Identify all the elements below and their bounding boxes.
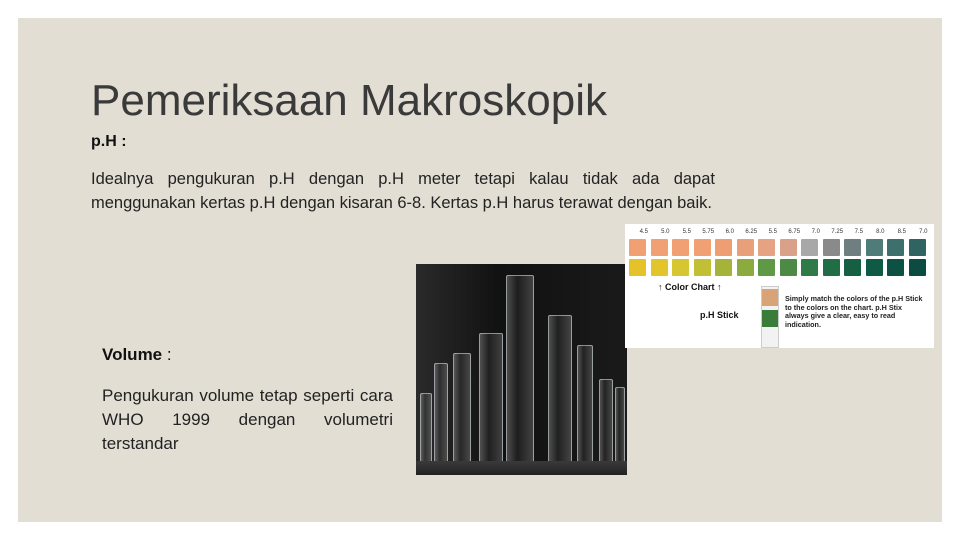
cylinder [599, 379, 613, 465]
ph-scale-label: 7.0 [811, 229, 820, 235]
ph-swatch [866, 259, 883, 276]
cylinder [479, 333, 503, 465]
volume-paragraph: Pengukuran volume tetap seperti cara WHO 1999 dengan volumetri terstandar [102, 386, 393, 453]
ph-swatch [694, 259, 711, 276]
ph-chart-note: Simply match the colors of the p.H Stick to the colors on the chart. p.H Stix always give a clear, easy to read indication. [785, 294, 923, 329]
ph-scale-label: 7.25 [831, 229, 844, 235]
cylinder [506, 275, 534, 465]
cylinder [615, 387, 625, 465]
ph-swatch [823, 239, 840, 256]
ph-scale-label: 7.0 [919, 229, 928, 235]
color-chart-label-text: Color Chart [665, 282, 715, 292]
ph-swatch [651, 239, 668, 256]
ph-swatch [737, 239, 754, 256]
cylinder [577, 345, 593, 465]
volume-heading-colon: : [162, 345, 172, 364]
ph-scale-label: 5.75 [702, 229, 715, 235]
cylinder [548, 315, 572, 465]
ph-swatch [672, 239, 689, 256]
ph-scale-label: 5.5 [682, 229, 691, 235]
ph-swatch [909, 239, 926, 256]
volume-heading-bold: Volume [102, 345, 163, 364]
ph-stick-pad [762, 310, 778, 327]
ph-scale-label: 6.25 [745, 229, 758, 235]
ph-swatch [823, 259, 840, 276]
ph-swatch [844, 259, 861, 276]
ph-swatch [672, 259, 689, 276]
ph-swatch [780, 259, 797, 276]
ph-scale-label: 8.5 [897, 229, 906, 235]
ph-swatch [844, 239, 861, 256]
ph-stick-pad [762, 289, 778, 306]
ph-swatch [887, 259, 904, 276]
ph-scale-label: 6.75 [788, 229, 801, 235]
ph-stick [761, 286, 779, 348]
cylinder [434, 363, 448, 465]
ph-swatch [758, 239, 775, 256]
ph-color-chart-image [625, 224, 934, 348]
ph-swatch [780, 239, 797, 256]
volume-heading [102, 345, 172, 365]
ph-swatch [801, 239, 818, 256]
ph-swatch [758, 259, 775, 276]
ph-swatch [909, 259, 926, 276]
ph-swatch [715, 239, 732, 256]
ph-paragraph: Idealnya pengukuran p.H dengan p.H meter tetapi kalau tidak ada dapat menggunakan kertas p.H dengan kisaran 6-8. Kertas p.H harus terawat dengan baik. [91, 170, 715, 212]
ph-swatch [629, 239, 646, 256]
ph-swatch [737, 259, 754, 276]
page-title: Pemeriksaan Makroskopik [91, 76, 607, 125]
ph-swatch [694, 239, 711, 256]
ph-scale-label: 6.0 [725, 229, 734, 235]
ph-stick-label: p.H Stick [700, 310, 739, 320]
cylinder [453, 353, 471, 465]
ph-top-swatches [629, 239, 930, 256]
ph-swatch [651, 259, 668, 276]
ph-scale-label: 5.5 [768, 229, 777, 235]
ph-swatch [887, 239, 904, 256]
ph-swatch [715, 259, 732, 276]
ph-bottom-swatches [629, 259, 930, 276]
ph-scale-label: 5.0 [661, 229, 670, 235]
cylinder [420, 393, 432, 465]
ph-heading: p.H : [91, 133, 127, 150]
ph-swatch [866, 239, 883, 256]
ph-scale-label: 7.5 [854, 229, 863, 235]
ph-scale-label: 8.0 [876, 229, 885, 235]
ph-swatch [801, 259, 818, 276]
color-chart-label: ↑ Color Chart ↑ [658, 282, 722, 292]
ph-scale-labels [633, 229, 934, 235]
photo-floor [416, 461, 627, 475]
graduated-cylinders-image [416, 264, 627, 475]
ph-swatch [629, 259, 646, 276]
ph-scale-label: 4.5 [639, 229, 648, 235]
